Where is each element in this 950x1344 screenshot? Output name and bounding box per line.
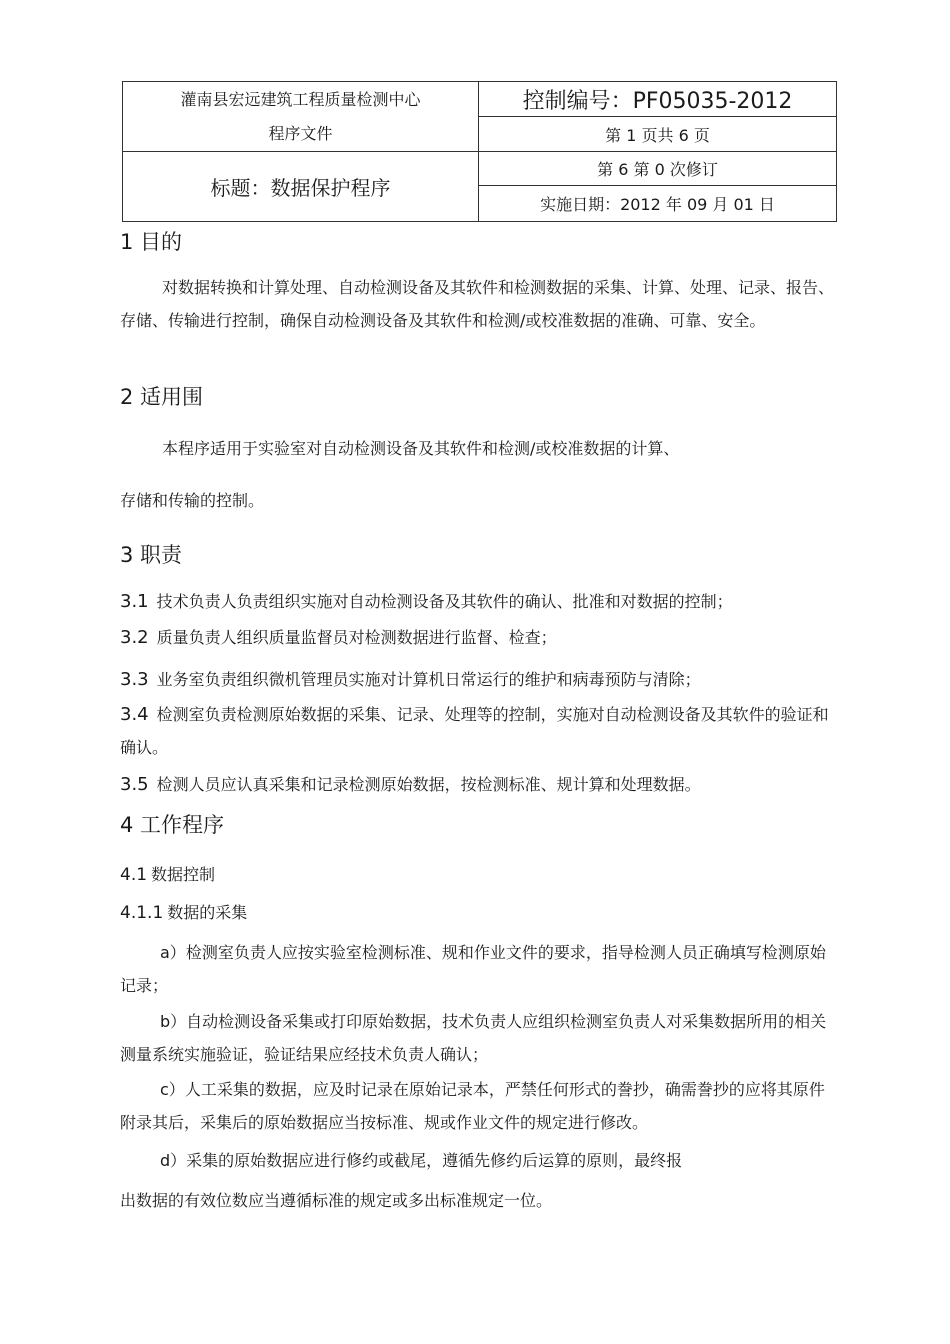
item-number: 3.4 [120, 704, 149, 725]
section-2-body-line-2: 存储和传输的控制。 [120, 491, 265, 510]
item-label: b） [160, 1012, 187, 1031]
subsection-4-1-1 [120, 900, 247, 923]
section-1-heading: 1 目的 [120, 230, 183, 254]
list-item [120, 667, 701, 690]
item-number: 3.3 [120, 669, 149, 690]
list-item [120, 772, 701, 795]
doc-type: 程序文件 [268, 123, 333, 143]
revision-info: 第 6 第 0 次修订 [479, 152, 837, 186]
item-text: 质量负责人组织质量监督员对检测数据进行监督、检查； [156, 628, 557, 647]
item-number: 3.1 [120, 591, 149, 612]
list-item [120, 589, 733, 612]
page-info: 第 1 页共 6 页 [479, 117, 837, 152]
list-item [120, 1073, 836, 1139]
control-number: 控制编号：PF05035-2012 [479, 82, 837, 117]
org-name: 灌南县宏远建筑工程质量检测中心 [180, 89, 421, 109]
document-header-table [122, 81, 837, 222]
effective-date: 实施日期：2012 年 09 月 01 日 [479, 186, 837, 222]
subsection-number: 4.1 [120, 865, 148, 885]
item-text: 检测人员应认真采集和记录检测原始数据，按检测标准、规计算和处理数据。 [156, 775, 701, 794]
subsection-number: 4.1.1 [120, 903, 164, 923]
section-4-heading: 4 工作程序 [120, 813, 225, 837]
section-2-heading: 2 适用围 [120, 385, 204, 409]
list-item [120, 1005, 836, 1071]
item-label: a） [160, 943, 186, 962]
item-number: 3.2 [120, 627, 149, 648]
list-item [160, 1148, 682, 1171]
list-item [120, 936, 836, 1002]
item-text: 业务室负责组织微机管理员实施对计算机日常运行的维护和病毒预防与清除； [156, 670, 701, 689]
subsection-4-1 [120, 862, 215, 885]
subsection-title: 数据控制 [151, 865, 216, 884]
doc-title: 标题：数据保护程序 [123, 152, 479, 222]
section-4-tail: 出数据的有效位数应当遵循标准的规定或多出标准规定一位。 [120, 1191, 553, 1210]
item-number: 3.5 [120, 774, 149, 795]
item-text: 检测室负责检测原始数据的采集、记录、处理等的控制，实施对自动检测设备及其软件的验证和确认。 [120, 705, 829, 757]
item-text: 检测室负责人应按实验室检测标准、规和作业文件的要求，指导检测人员正确填写检测原始记录； [120, 943, 826, 995]
section-2-body-line-1: 本程序适用于实验室对自动检测设备及其软件和检测/或校准数据的计算、 [162, 439, 680, 458]
item-text: 采集的原始数据应进行修约或截尾，遵循先修约后运算的原则，最终报 [186, 1151, 683, 1170]
list-item [120, 698, 836, 764]
item-label: c） [160, 1080, 185, 1099]
org-cell [123, 82, 479, 152]
item-label: d） [160, 1151, 187, 1170]
subsection-title: 数据的采集 [167, 903, 248, 922]
item-text: 自动检测设备采集或打印原始数据，技术负责人应组织检测室负责人对采集数据所用的相关测量系统实施验证，验证结果应经技术负责人确认； [120, 1012, 827, 1064]
section-1-body: 对数据转换和计算处理、自动检测设备及其软件和检测数据的采集、计算、处理、记录、报告、存储、传输进行控制，确保自动检测设备及其软件和检测/或校准数据的准确、可靠、安全。 [120, 278, 835, 330]
section-3-heading: 3 职责 [120, 543, 183, 567]
item-text: 人工采集的数据，应及时记录在原始记录本，严禁任何形式的誊抄，确需誊抄的应将其原件附录其后，采集后的原始数据应当按标准、规或作业文件的规定进行修改。 [120, 1080, 825, 1132]
item-text: 技术负责人负责组织实施对自动检测设备及其软件的确认、批准和对数据的控制； [156, 592, 733, 611]
list-item [120, 625, 557, 648]
